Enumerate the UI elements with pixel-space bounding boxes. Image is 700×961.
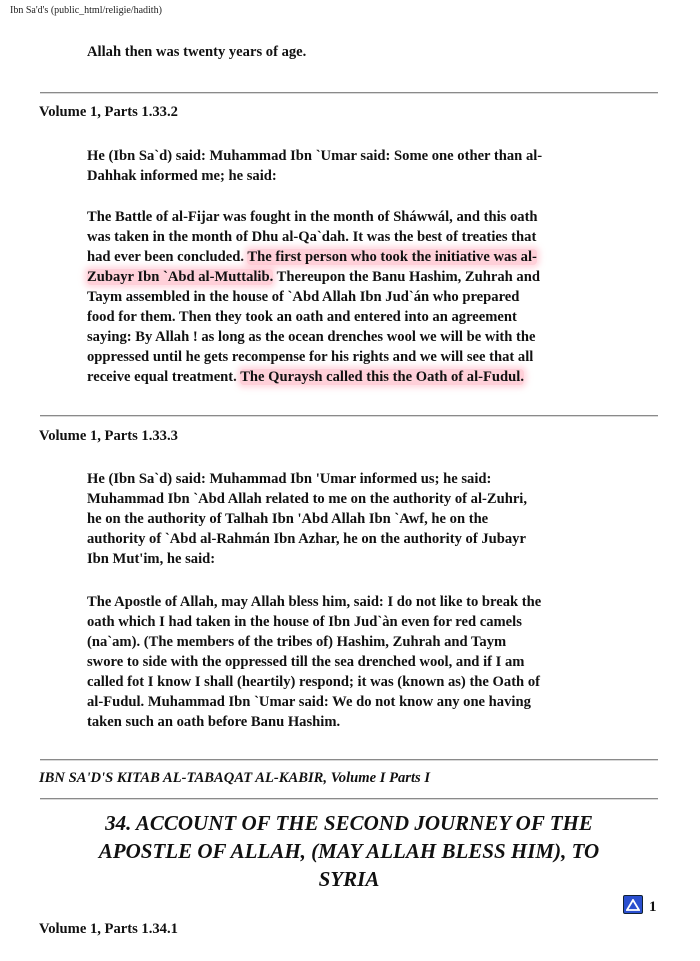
text-line: swore to side with the oppressed till the sea drenched wool, and if I am [87, 654, 525, 670]
narration-1-33-2 [87, 207, 617, 387]
text-line: called fot I know I shall (heartily) respond; it was (known as) the Oath of [87, 674, 540, 690]
text-span: had ever been concluded. [87, 249, 248, 265]
text-line: oppressed until he gets recompense for his rights and we will see that all [87, 349, 534, 365]
page-header: Ibn Sa'd's (public_html/religie/hadith) [10, 5, 162, 16]
text-line: al-Fudul. Muhammad Ibn `Umar said: We do not know any one having [87, 694, 531, 710]
text-line: Dahhak informed me; he said: [87, 168, 277, 184]
text-line: The Apostle of Allah, may Allah bless him, said: I do not like to break the [87, 594, 542, 610]
isnad-1-33-3 [87, 469, 617, 569]
text-line: taken such an oath before Banu Hashim. [87, 714, 341, 730]
source-title: IBN SA'D'S KITAB AL-TABAQAT AL-KABIR, Volume I Parts I [39, 770, 431, 786]
text-line [87, 267, 617, 287]
chapter-title-line: 34. ACCOUNT OF THE SECOND JOURNEY OF THE [105, 811, 593, 835]
section-divider [40, 759, 658, 761]
chapter-title-line: SYRIA [318, 867, 380, 891]
section-divider [40, 92, 658, 94]
section-divider [40, 415, 658, 417]
text-line: Ibn Mut'im, he said: [87, 551, 216, 567]
chapter-title [40, 809, 658, 893]
text-line: he on the authority of Talhah Ibn 'Abd Allah Ibn `Awf, he on the [87, 511, 489, 527]
text-line [87, 367, 617, 387]
section-divider [40, 798, 658, 800]
section-heading-1-34-1: Volume 1, Parts 1.34.1 [39, 921, 178, 937]
highlighted-text: Zubayr Ibn `Abd al-Muttalib. [87, 269, 274, 285]
text-span: receive equal treatment. [87, 369, 241, 385]
page-number: 1 [649, 899, 657, 915]
text-line: saying: By Allah ! as long as the ocean drenches wool we will be with the [87, 329, 536, 345]
chapter-title-line: APOSTLE OF ALLAH, (MAY ALLAH BLESS HIM), TO [98, 839, 600, 863]
text-line: food for them. Then they took an oath and entered into an agreement [87, 309, 517, 325]
text-line: (na`am). (The members of the tribes of) Hashim, Zuhrah and Taym [87, 634, 507, 650]
text-span: Thereupon the Banu Hashim, Zuhrah and [273, 269, 540, 285]
text-line: Taym assembled in the house of `Abd Allah Ibn Jud`án who prepared [87, 289, 520, 305]
section-heading-1-33-3: Volume 1, Parts 1.33.3 [39, 428, 178, 444]
intro-tail-text: Allah then was twenty years of age. [87, 44, 307, 60]
up-triangle-icon [626, 899, 640, 911]
highlighted-text: The first person who took the initiative was al- [247, 249, 537, 265]
back-to-top-button[interactable] [623, 895, 643, 914]
text-line: The Battle of al-Fijar was fought in the month of Sháwwál, and this oath [87, 209, 538, 225]
section-heading-1-33-2: Volume 1, Parts 1.33.2 [39, 104, 178, 120]
narration-1-33-3 [87, 592, 617, 732]
text-line: oath which I had taken in the house of Ibn Jud`àn even for red camels [87, 614, 522, 630]
text-line: was taken in the month of Dhu al-Qa`dah. It was the best of treaties that [87, 229, 537, 245]
text-line [87, 247, 617, 267]
text-line: He (Ibn Sa`d) said: Muhammad Ibn 'Umar informed us; he said: [87, 471, 492, 487]
text-line: authority of `Abd al-Rahmán Ibn Azhar, he on the authority of Jubayr [87, 531, 526, 547]
text-line: Muhammad Ibn `Abd Allah related to me on the authority of al-Zuhri, [87, 491, 528, 507]
isnad-1-33-2 [87, 146, 617, 186]
text-line: He (Ibn Sa`d) said: Muhammad Ibn `Umar said: Some one other than al- [87, 148, 543, 164]
highlighted-text: The Quraysh called this the Oath of al-Fudul. [240, 369, 524, 385]
